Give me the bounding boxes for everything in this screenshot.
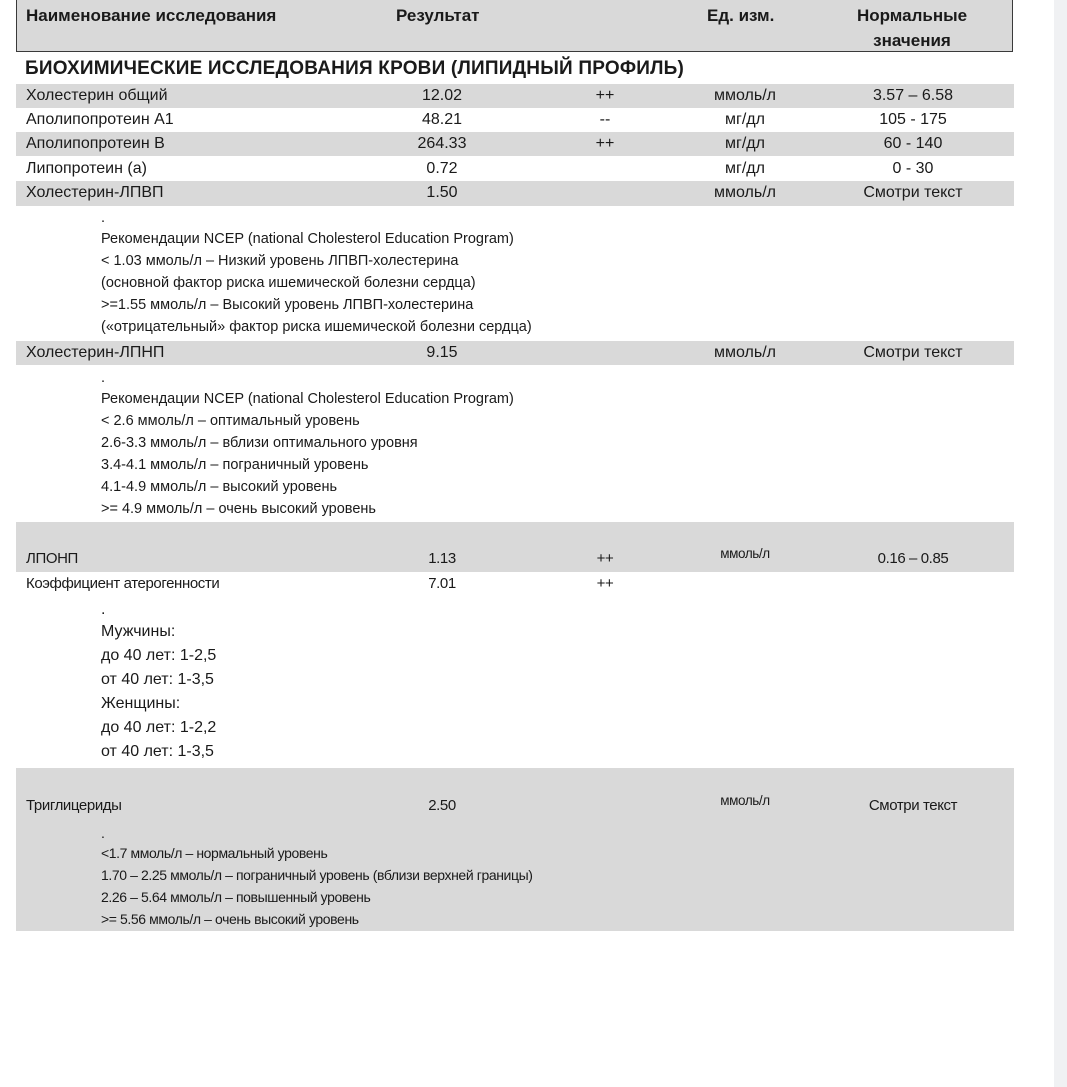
note-line: 4.1-4.9 ммоль/л – высокий уровень [101, 479, 338, 495]
note-line: >= 4.9 ммоль/л – очень высокий уровень [101, 501, 376, 517]
row-name: ЛПОНП [26, 550, 78, 567]
ldl-reference-note [101, 368, 514, 520]
note-line: Рекомендации NCEP (national Cholesterol Education Program) [101, 391, 514, 407]
note-line: >= 5.56 ммоль/л – очень высокий уровень [101, 911, 359, 927]
row-name: Триглицериды [26, 797, 122, 814]
row-name: Холестерин-ЛПВП [26, 184, 164, 201]
row-unit: ммоль/л [714, 87, 776, 104]
row-result: 1.13 [428, 550, 456, 567]
row-norm: 0.16 – 0.85 [877, 550, 949, 567]
header-name: Наименование исследования [26, 6, 277, 25]
row-result: 9.15 [426, 344, 458, 361]
row-name: Холестерин-ЛПНП [26, 344, 165, 361]
triglycerides-reference-note [101, 824, 533, 930]
row-unit: мг/дл [725, 111, 765, 128]
row-unit: ммоль/л [714, 344, 776, 361]
row-norm: 60 - 140 [883, 135, 943, 152]
note-line: >=1.55 ммоль/л – Высокий уровень ЛПВП-холестерина [101, 297, 474, 313]
note-line: . [101, 825, 105, 841]
row-name: Аполипопротеин В [26, 135, 165, 152]
note-line: до 40 лет: 1-2,2 [101, 719, 217, 736]
note-line: < 1.03 ммоль/л – Низкий уровень ЛПВП-холестерина [101, 253, 459, 269]
row-name: Холестерин общий [26, 87, 168, 104]
row-flag: ++ [595, 135, 615, 152]
note-line: 3.4-4.1 ммоль/л – пограничный уровень [101, 457, 369, 473]
row-norm: 3.57 – 6.58 [872, 87, 954, 104]
row-band [16, 132, 1014, 156]
header-result: Результат [396, 6, 480, 25]
row-result: 0.72 [426, 160, 458, 177]
row-name: Коэффициент атерогенности [26, 575, 220, 592]
note-line: от 40 лет: 1-3,5 [101, 671, 214, 688]
row-unit: ммоль/л [720, 546, 770, 561]
note-line: (основной фактор риска ишемической болезни сердца) [101, 275, 476, 291]
row-unit: ммоль/л [714, 184, 776, 201]
note-line: 2.6-3.3 ммоль/л – вблизи оптимального уровня [101, 435, 418, 451]
note-line: 2.26 – 5.64 ммоль/л – повышенный уровень [101, 889, 371, 905]
section-title: БИОХИМИЧЕСКИЕ ИССЛЕДОВАНИЯ КРОВИ (ЛИПИДНЫЙ ПРОФИЛЬ) [25, 58, 685, 79]
row-result: 2.50 [428, 797, 456, 814]
hdl-reference-note [101, 208, 532, 338]
note-line: Мужчины: [101, 623, 176, 640]
row-norm: Смотри текст [868, 797, 958, 814]
row-unit: ммоль/л [720, 793, 770, 808]
row-norm: 105 - 175 [879, 111, 947, 128]
row-result: 1.50 [426, 184, 458, 201]
header-unit: Ед. изм. [707, 6, 775, 25]
header-norm-line2: значения [873, 31, 951, 50]
row-name: Аполипопротеин А1 [26, 111, 174, 128]
note-line: <1.7 ммоль/л – нормальный уровень [101, 845, 328, 861]
row-result: 48.21 [421, 111, 463, 128]
row-flag: ++ [596, 550, 614, 567]
note-line: Женщины: [101, 695, 181, 712]
row-flag: ++ [595, 87, 615, 104]
row-result: 264.33 [417, 135, 467, 152]
note-line: («отрицательный» фактор риска ишемической болезни сердца) [101, 319, 532, 335]
atherogenic-reference-note [101, 600, 216, 764]
note-line: . [101, 370, 106, 386]
note-line: . [101, 601, 106, 618]
row-name: Липопротеин (а) [26, 160, 147, 177]
row-norm: 0 - 30 [892, 160, 934, 177]
scrollbar-track[interactable] [1054, 0, 1067, 1087]
row-unit: мг/дл [725, 160, 765, 177]
note-line: < 2.6 ммоль/л – оптимальный уровень [101, 413, 360, 429]
row-result: 7.01 [428, 575, 456, 592]
row-flag: ++ [596, 575, 614, 592]
header-norm-line1: Нормальные [856, 6, 968, 25]
row-norm: Смотри текст [863, 344, 963, 361]
note-line: Рекомендации NCEP (national Cholesterol Education Program) [101, 231, 514, 247]
row-band [16, 522, 1014, 572]
note-line: 1.70 – 2.25 ммоль/л – пограничный уровень (вблизи верхней границы) [101, 867, 533, 883]
row-result: 12.02 [421, 87, 463, 104]
row-flag: -- [599, 111, 611, 128]
note-line: до 40 лет: 1-2,5 [101, 647, 217, 664]
row-unit: мг/дл [725, 135, 765, 152]
note-line: . [101, 210, 106, 226]
note-line: от 40 лет: 1-3,5 [101, 743, 214, 760]
row-norm: Смотри текст [863, 184, 963, 201]
